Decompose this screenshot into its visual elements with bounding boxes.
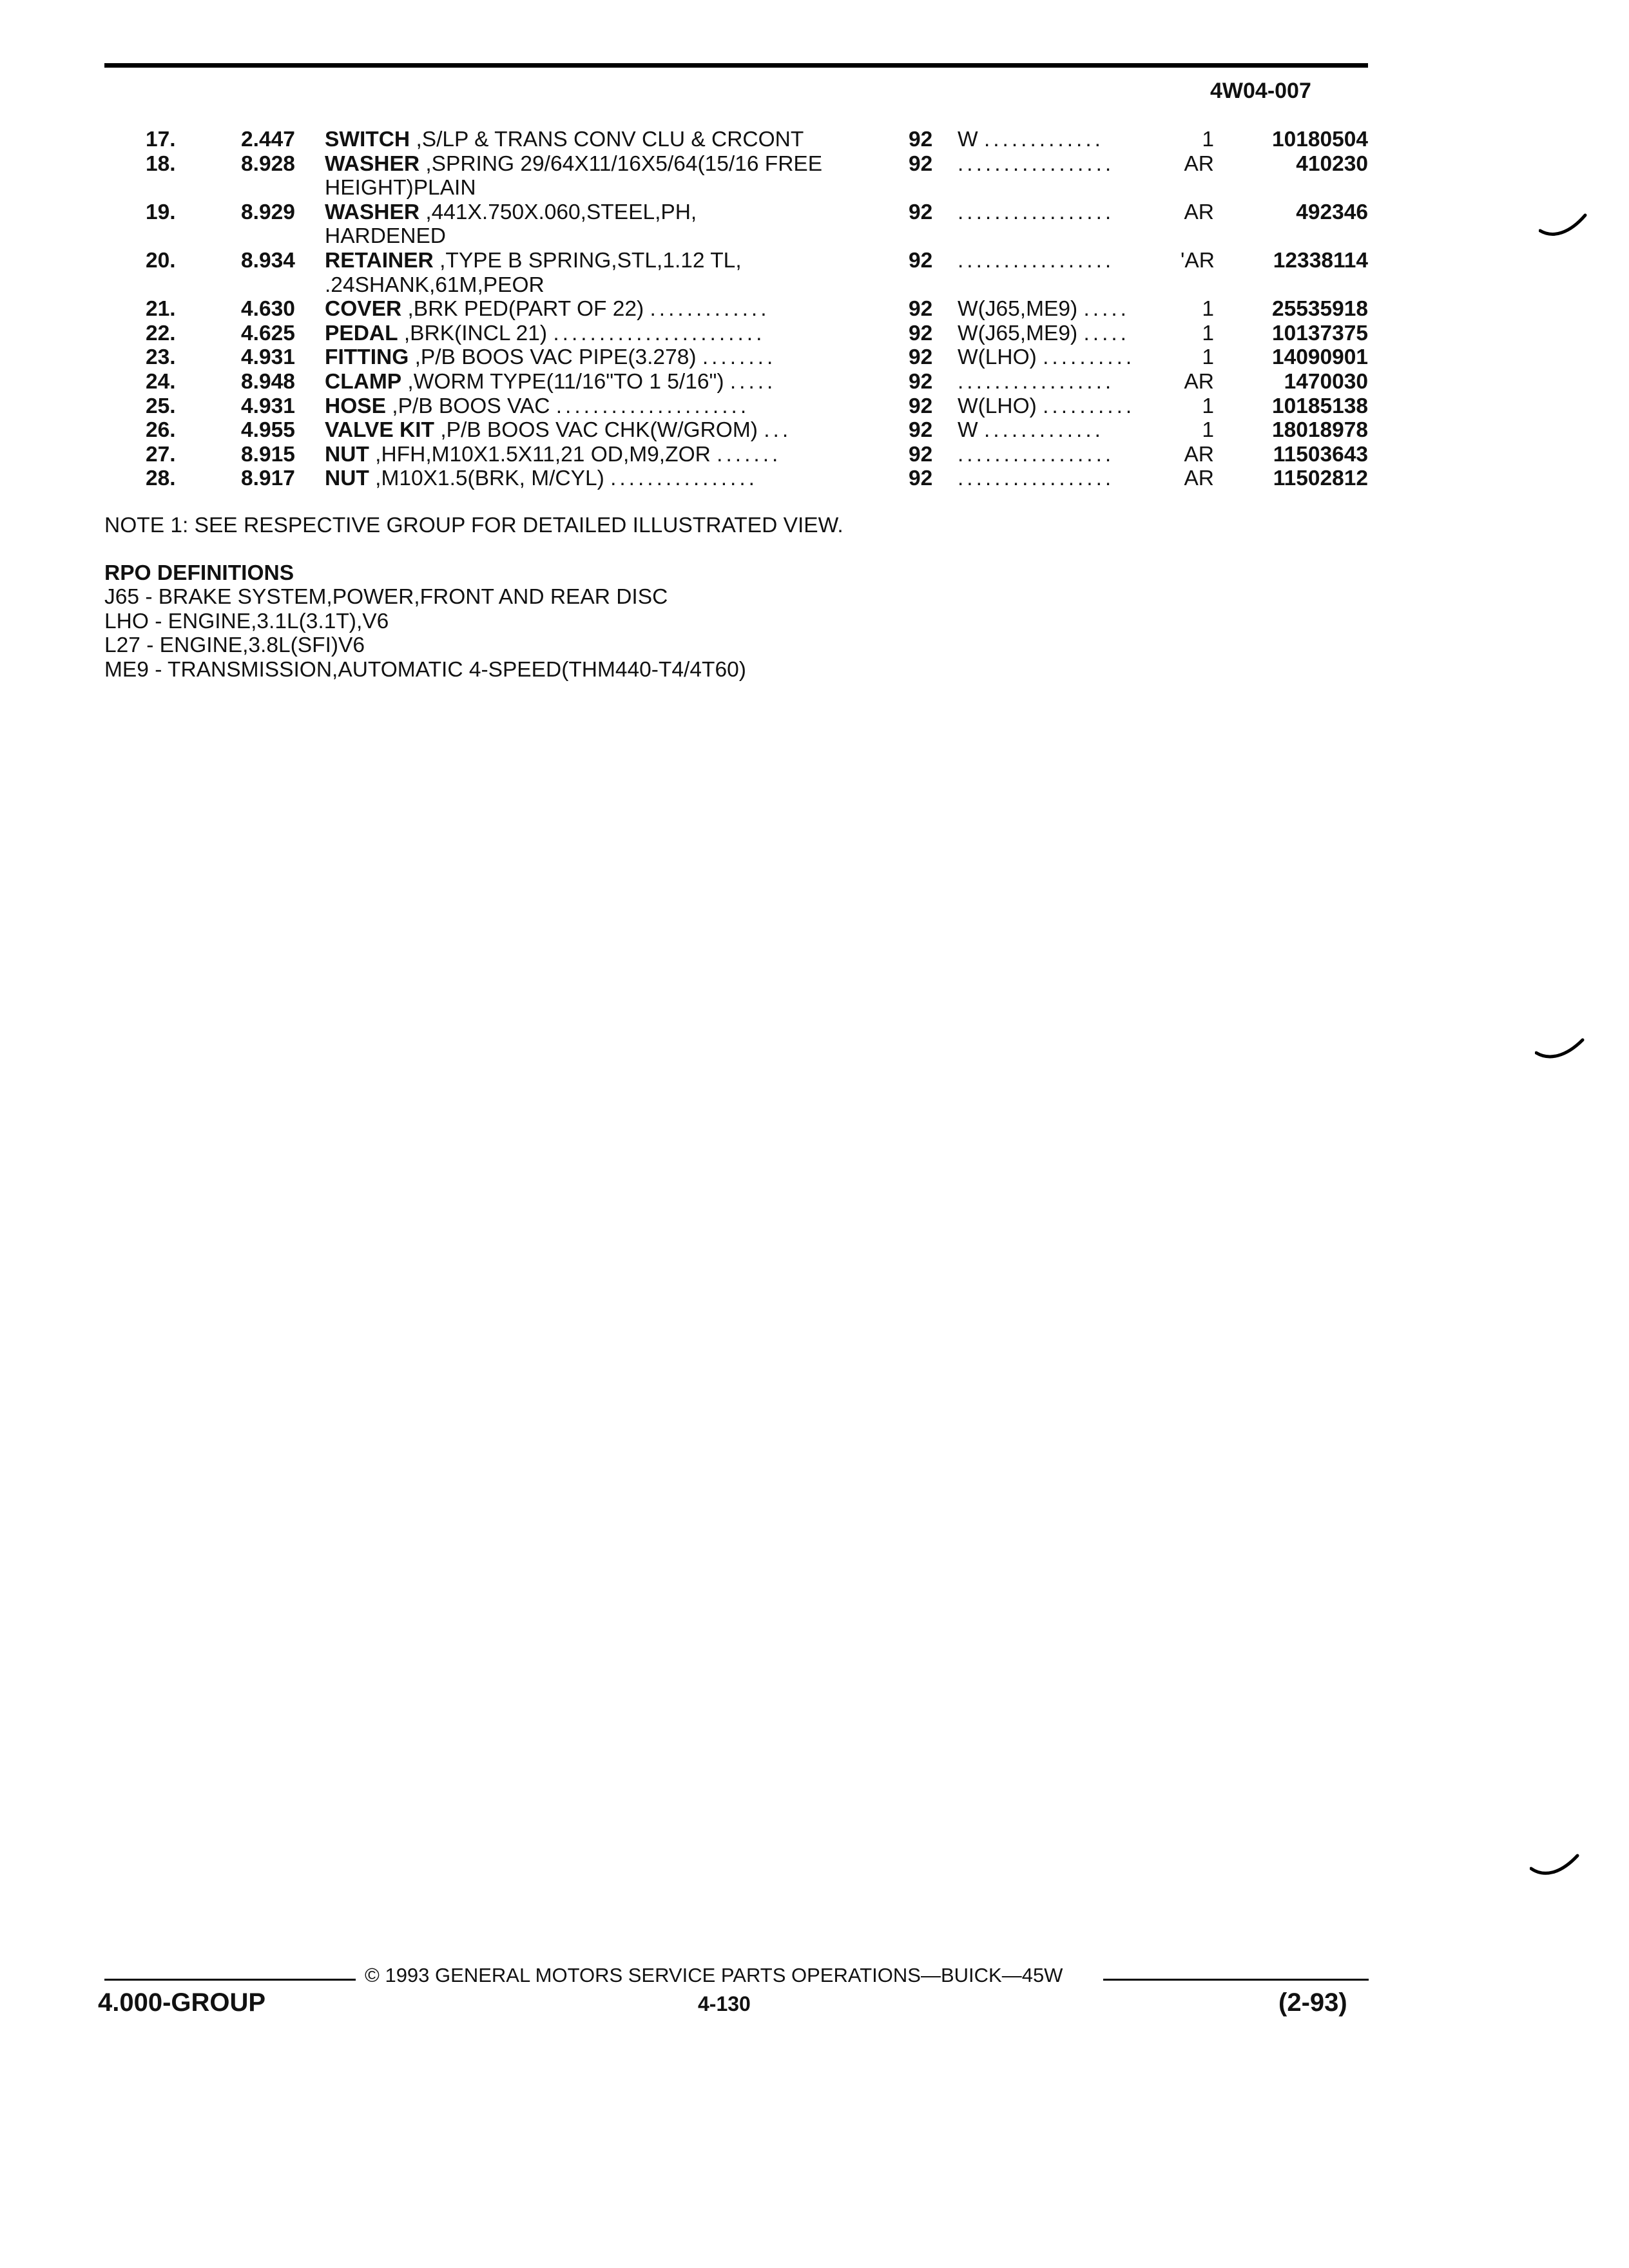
part-number: 10185138 — [1271, 394, 1368, 418]
model-year: 92 — [909, 345, 933, 370]
ref-number: 8.915 — [241, 442, 295, 466]
part-name: WASHER — [325, 200, 420, 224]
model-year: 92 — [909, 418, 933, 443]
part-description — [325, 128, 956, 152]
item-number: 19. — [146, 200, 176, 224]
part-name: COVER — [325, 297, 402, 322]
model-year: 92 — [909, 248, 933, 273]
part-detail: ,P/B BOOS VAC CHK(W/GROM) — [440, 418, 758, 443]
ref-number: 4.931 — [241, 345, 295, 370]
part-detail: ,WORM TYPE(11/16"TO 1 5/16") — [407, 369, 724, 394]
rpo-list — [104, 585, 746, 682]
usage-code: W(LHO) .......... — [958, 394, 1135, 418]
page-code: 4W04-007 — [1210, 79, 1311, 103]
part-name: CLAMP — [325, 369, 402, 394]
part-name: WASHER — [325, 151, 420, 176]
part-row — [104, 249, 1374, 297]
part-row — [104, 418, 1374, 443]
usage-code: ................. — [958, 442, 1115, 466]
ref-number: 8.928 — [241, 151, 295, 176]
part-row — [104, 345, 1374, 370]
part-row — [104, 297, 1374, 322]
part-name: SWITCH — [325, 128, 410, 151]
part-name: PEDAL — [325, 321, 398, 345]
quantity: AR — [1184, 369, 1214, 394]
model-year: 92 — [909, 297, 933, 322]
part-description — [325, 152, 853, 200]
part-description — [325, 200, 789, 249]
part-number: 12338114 — [1273, 248, 1368, 273]
part-number: 11502812 — [1273, 466, 1368, 491]
ref-number: 4.630 — [241, 297, 295, 322]
note-text: NOTE 1: SEE RESPECTIVE GROUP FOR DETAILED ILLUSTRATED VIEW. — [104, 514, 843, 537]
part-number: 10180504 — [1271, 128, 1368, 151]
rpo-item: J65 - BRAKE SYSTEM,POWER,FRONT AND REAR DISC — [104, 585, 668, 609]
usage-code: ................. — [958, 248, 1115, 273]
part-number: 18018978 — [1271, 418, 1368, 443]
part-row — [104, 394, 1374, 419]
item-number: 28. — [146, 466, 176, 491]
part-name: FITTING — [325, 345, 409, 370]
part-detail: ,BRK(INCL 21) — [403, 321, 548, 345]
margin-check-mark — [1539, 213, 1590, 238]
margin-check-mark — [1535, 1036, 1586, 1062]
part-detail: ,BRK PED(PART OF 22) — [407, 297, 644, 322]
footer-page-number: 4-130 — [698, 1992, 751, 2015]
part-name: HOSE — [325, 394, 386, 418]
ref-number: 8.948 — [241, 369, 295, 394]
ref-number: 4.955 — [241, 418, 295, 443]
usage-code: ................. — [958, 466, 1115, 491]
part-row — [104, 200, 1374, 249]
quantity: 1 — [1202, 321, 1214, 345]
usage-code: ................. — [958, 369, 1115, 394]
part-row — [104, 128, 1374, 152]
part-description: HOSE ,P/B BOOS VAC ..................... — [325, 394, 750, 418]
item-number: 27. — [146, 442, 176, 466]
usage-code: W(J65,ME9) ..... — [958, 321, 1130, 345]
usage-code: ................. — [958, 200, 1115, 224]
model-year: 92 — [909, 394, 933, 418]
footer-rule-left — [104, 1979, 356, 1981]
part-description: NUT ,M10X1.5(BRK, M/CYL) ................ — [325, 466, 758, 491]
ref-number: 4.931 — [241, 394, 295, 418]
quantity: 1 — [1202, 418, 1214, 443]
part-row — [104, 322, 1374, 346]
quantity: 1 — [1202, 345, 1214, 370]
item-number: 26. — [146, 418, 176, 443]
part-description: VALVE KIT ,P/B BOOS VAC CHK(W/GROM) ... — [325, 418, 792, 443]
rpo-title: RPO DEFINITIONS — [104, 561, 294, 585]
item-number: 24. — [146, 369, 176, 394]
part-number: 11503643 — [1273, 442, 1368, 466]
usage-code: W ............. — [958, 128, 1104, 151]
quantity: 1 — [1202, 394, 1214, 418]
part-row — [104, 370, 1374, 394]
top-rule — [104, 63, 1368, 68]
part-number: 1470030 — [1284, 369, 1368, 394]
quantity: AR — [1184, 151, 1214, 176]
usage-code: W(LHO) .......... — [958, 345, 1135, 370]
usage-code: W ............. — [958, 418, 1104, 443]
ref-number: 8.917 — [241, 466, 295, 491]
part-number: 10137375 — [1271, 321, 1368, 345]
footer-rule-right — [1103, 1979, 1369, 1981]
ref-number: 8.929 — [241, 200, 295, 224]
quantity: AR — [1184, 442, 1214, 466]
item-number: 23. — [146, 345, 176, 370]
part-description — [325, 249, 853, 297]
part-name: VALVE KIT — [325, 418, 434, 443]
footer-copyright: © 1993 GENERAL MOTORS SERVICE PARTS OPERATIONS—BUICK—45W — [365, 1964, 1063, 1986]
item-number: 21. — [146, 297, 176, 322]
ref-number: 8.934 — [241, 248, 295, 273]
ref-number: 2.447 — [241, 128, 295, 151]
part-number: 14090901 — [1271, 345, 1368, 370]
quantity: 1 — [1202, 128, 1214, 151]
part-detail: ,S/LP & TRANS CONV CLU & CRCONT — [416, 128, 804, 151]
model-year: 92 — [909, 369, 933, 394]
rpo-item: ME9 - TRANSMISSION,AUTOMATIC 4-SPEED(THM440-T4/4T60) — [104, 657, 746, 682]
model-year: 92 — [909, 128, 933, 151]
part-description: PEDAL ,BRK(INCL 21) ....................... — [325, 321, 766, 345]
model-year: 92 — [909, 321, 933, 345]
ref-number: 4.625 — [241, 321, 295, 345]
part-name: RETAINER — [325, 248, 434, 273]
part-detail: ,HFH,M10X1.5X11,21 OD,M9,ZOR — [375, 442, 711, 466]
part-detail: ,TYPE B SPRING,STL,1.12 TL, .24SHANK,61M,PEOR — [325, 248, 742, 297]
rpo-item: L27 - ENGINE,3.8L(SFI)V6 — [104, 633, 365, 658]
part-detail: ,P/B BOOS VAC PIPE(3.278) — [414, 345, 697, 370]
model-year: 92 — [909, 200, 933, 224]
part-description: COVER ,BRK PED(PART OF 22) ............. — [325, 297, 770, 322]
rpo-item: LHO - ENGINE,3.1L(3.1T),V6 — [104, 609, 389, 633]
part-number: 410230 — [1296, 151, 1368, 176]
quantity: AR — [1184, 466, 1214, 491]
item-number: 18. — [146, 151, 176, 176]
item-number: 20. — [146, 248, 176, 273]
part-description: CLAMP ,WORM TYPE(11/16"TO 1 5/16") ..... — [325, 369, 776, 394]
margin-check-mark — [1530, 1853, 1581, 1879]
part-row — [104, 466, 1374, 491]
footer-group: 4.000-GROUP — [98, 1988, 266, 2017]
item-number: 25. — [146, 394, 176, 418]
part-number: 492346 — [1296, 200, 1368, 224]
parts-list — [104, 128, 1374, 491]
usage-code: ................. — [958, 151, 1115, 176]
part-row — [104, 152, 1374, 200]
model-year: 92 — [909, 151, 933, 176]
item-number: 17. — [146, 128, 176, 151]
part-description: NUT ,HFH,M10X1.5X11,21 OD,M9,ZOR ....... — [325, 442, 782, 466]
part-detail: ,P/B BOOS VAC — [392, 394, 550, 418]
quantity: 1 — [1202, 297, 1214, 322]
footer-date: (2-93) — [1278, 1988, 1347, 2017]
usage-code: W(J65,ME9) ..... — [958, 297, 1130, 322]
part-name: NUT — [325, 466, 369, 491]
quantity: 'AR — [1181, 248, 1215, 273]
part-detail: ,441X.750X.060,STEEL,PH, HARDENED — [325, 200, 697, 249]
model-year: 92 — [909, 442, 933, 466]
part-description: FITTING ,P/B BOOS VAC PIPE(3.278) ........ — [325, 345, 776, 370]
part-detail: ,M10X1.5(BRK, M/CYL) — [375, 466, 604, 491]
item-number: 22. — [146, 321, 176, 345]
quantity: AR — [1184, 200, 1214, 224]
part-detail: ,SPRING 29/64X11/16X5/64(15/16 FREE HEIGHT)PLAIN — [325, 151, 823, 200]
part-row — [104, 443, 1374, 467]
part-name: NUT — [325, 442, 369, 466]
part-number: 25535918 — [1271, 297, 1368, 322]
model-year: 92 — [909, 466, 933, 491]
